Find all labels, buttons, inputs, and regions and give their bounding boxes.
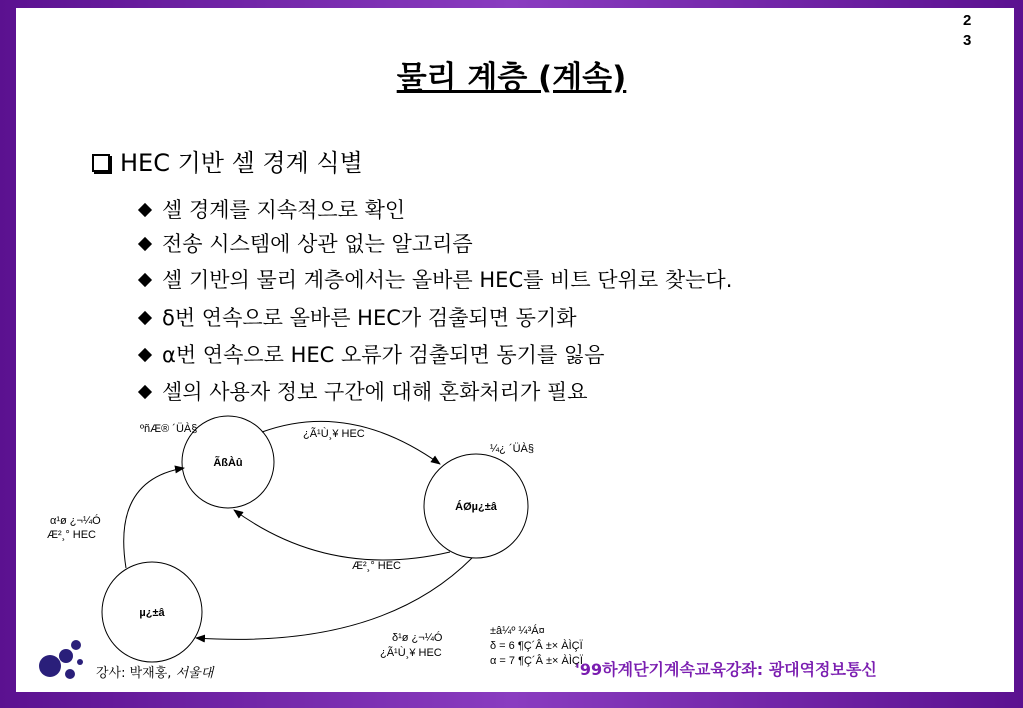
presync-to-sync-label: δ¹ø ¿¬¼Ó xyxy=(392,632,443,644)
main-bullet-text: HEC 기반 셀 경계 식별 xyxy=(120,149,363,177)
sub-bullet-text: α번 연속으로 HEC 오류가 검출되면 동기를 잃음 xyxy=(162,343,605,367)
sub-bullet-text: 셀의 사용자 정보 구간에 대해 혼화처리가 필요 xyxy=(162,380,588,404)
slide-title: 물리 계층 (계속) xyxy=(396,60,627,96)
page-number-digit: 3 xyxy=(963,32,972,49)
legend-line: ±â¼º ¼³Á¤ xyxy=(490,625,545,637)
legend-line: α = 7 ¶Ç´Â ±× ÀÌÇÏ xyxy=(490,655,583,667)
presync-to-sync-arrow xyxy=(196,558,472,639)
lecturer-label: 강사: 박재홍, xyxy=(96,666,172,681)
sub-bullet-text: 셀 기반의 물리 계층에서는 올바른 HEC를 비트 단위로 찾는다. xyxy=(162,268,733,292)
legend-line: δ = 6 ¶Ç´Â ±× ÀÌÇÏ xyxy=(490,640,583,652)
presync-state-label: ÁØµ¿±â xyxy=(455,501,497,513)
institution-logo-icon xyxy=(36,632,88,686)
hunt-to-presync-label: ¿Ã¹Ù¸¥ HEC xyxy=(303,428,365,440)
sync-to-hunt-arrow xyxy=(124,468,184,568)
lecturer-credit xyxy=(96,662,213,681)
sub-bullet-text: δ번 연속으로 올바른 HEC가 검출되면 동기화 xyxy=(162,306,577,330)
sub-bullet-text: 전송 시스템에 상관 없는 알고리즘 xyxy=(162,232,473,256)
presync-to-hunt-label: Æ²¸° HEC xyxy=(352,560,402,572)
presync-to-sync-label: ¿Ã¹Ù¸¥ HEC xyxy=(380,647,442,659)
sync-to-hunt-label: Æ²¸° HEC xyxy=(47,529,97,541)
hunt-state-label: ÃßÀû xyxy=(213,457,243,469)
page-number-digit: 2 xyxy=(963,12,972,29)
presync-to-hunt-arrow xyxy=(234,510,450,560)
presync-note-label: ¼¿ ´ÜÀ§ xyxy=(490,443,535,455)
course-footer: '99하계단기계속교육강좌: 광대역정보통신 xyxy=(575,660,877,679)
lecturer-affiliation: 서울대 xyxy=(175,666,214,681)
sync-state-label: µ¿±â xyxy=(139,607,165,619)
sub-bullet-text: 셀 경계를 지속적으로 확인 xyxy=(162,198,406,222)
hunt-note-label: ºñÆ® ´ÜÀ§ xyxy=(140,423,198,435)
sync-to-hunt-label: α¹ø ¿¬¼Ó xyxy=(50,515,101,527)
